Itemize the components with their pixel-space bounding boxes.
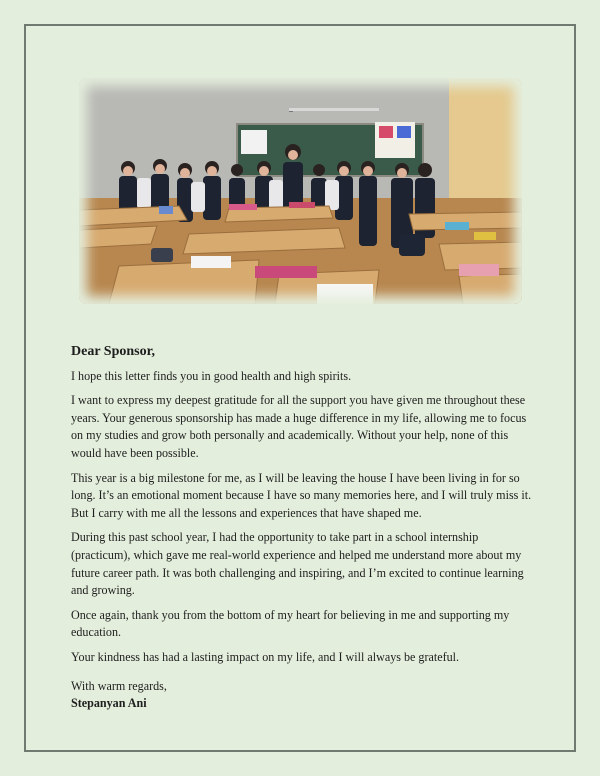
letter-paragraph: I want to express my deepest gratitude for all the support you have given me throughout these years. Your generous sponsorship has made a huge difference in my life, allowing me to focus on my studies and grow both personally and academically. Without your help, none of this would have been possible. xyxy=(71,393,527,460)
classroom-photo-image xyxy=(79,78,522,304)
letter-paragraph: I hope this letter finds you in good health and high spirits. xyxy=(71,368,352,383)
wall-right xyxy=(449,78,522,218)
letter-signature: Stepanyan Ani xyxy=(71,696,147,711)
classroom-photo xyxy=(79,78,522,304)
letter-paragraph: Your kindness has had a lasting impact on my life, and I will always be grateful. xyxy=(71,649,460,664)
letter-closing: With warm regards, xyxy=(71,678,167,693)
letter-body xyxy=(71,343,533,713)
letter-paragraph: Once again, thank you from the bottom of my heart for believing in me and supporting my education. xyxy=(71,607,510,640)
letter-paragraph: During this past school year, I had the opportunity to take part in a school internship (practicum), which gave me real-world experience and helped me understand more about my future career path. It was both challenging and inspiring, and I’m excited to continue learning and growing. xyxy=(71,530,524,598)
letter-greeting: Dear Sponsor, xyxy=(71,344,156,359)
letter-paragraph: This year is a big milestone for me, as I will be leaving the house I have been living in for so long. It’s an emotional moment because I have so many memories here, and I will truly miss it. But I carry with me all the lessons and experiences that have shaped me. xyxy=(71,470,532,520)
